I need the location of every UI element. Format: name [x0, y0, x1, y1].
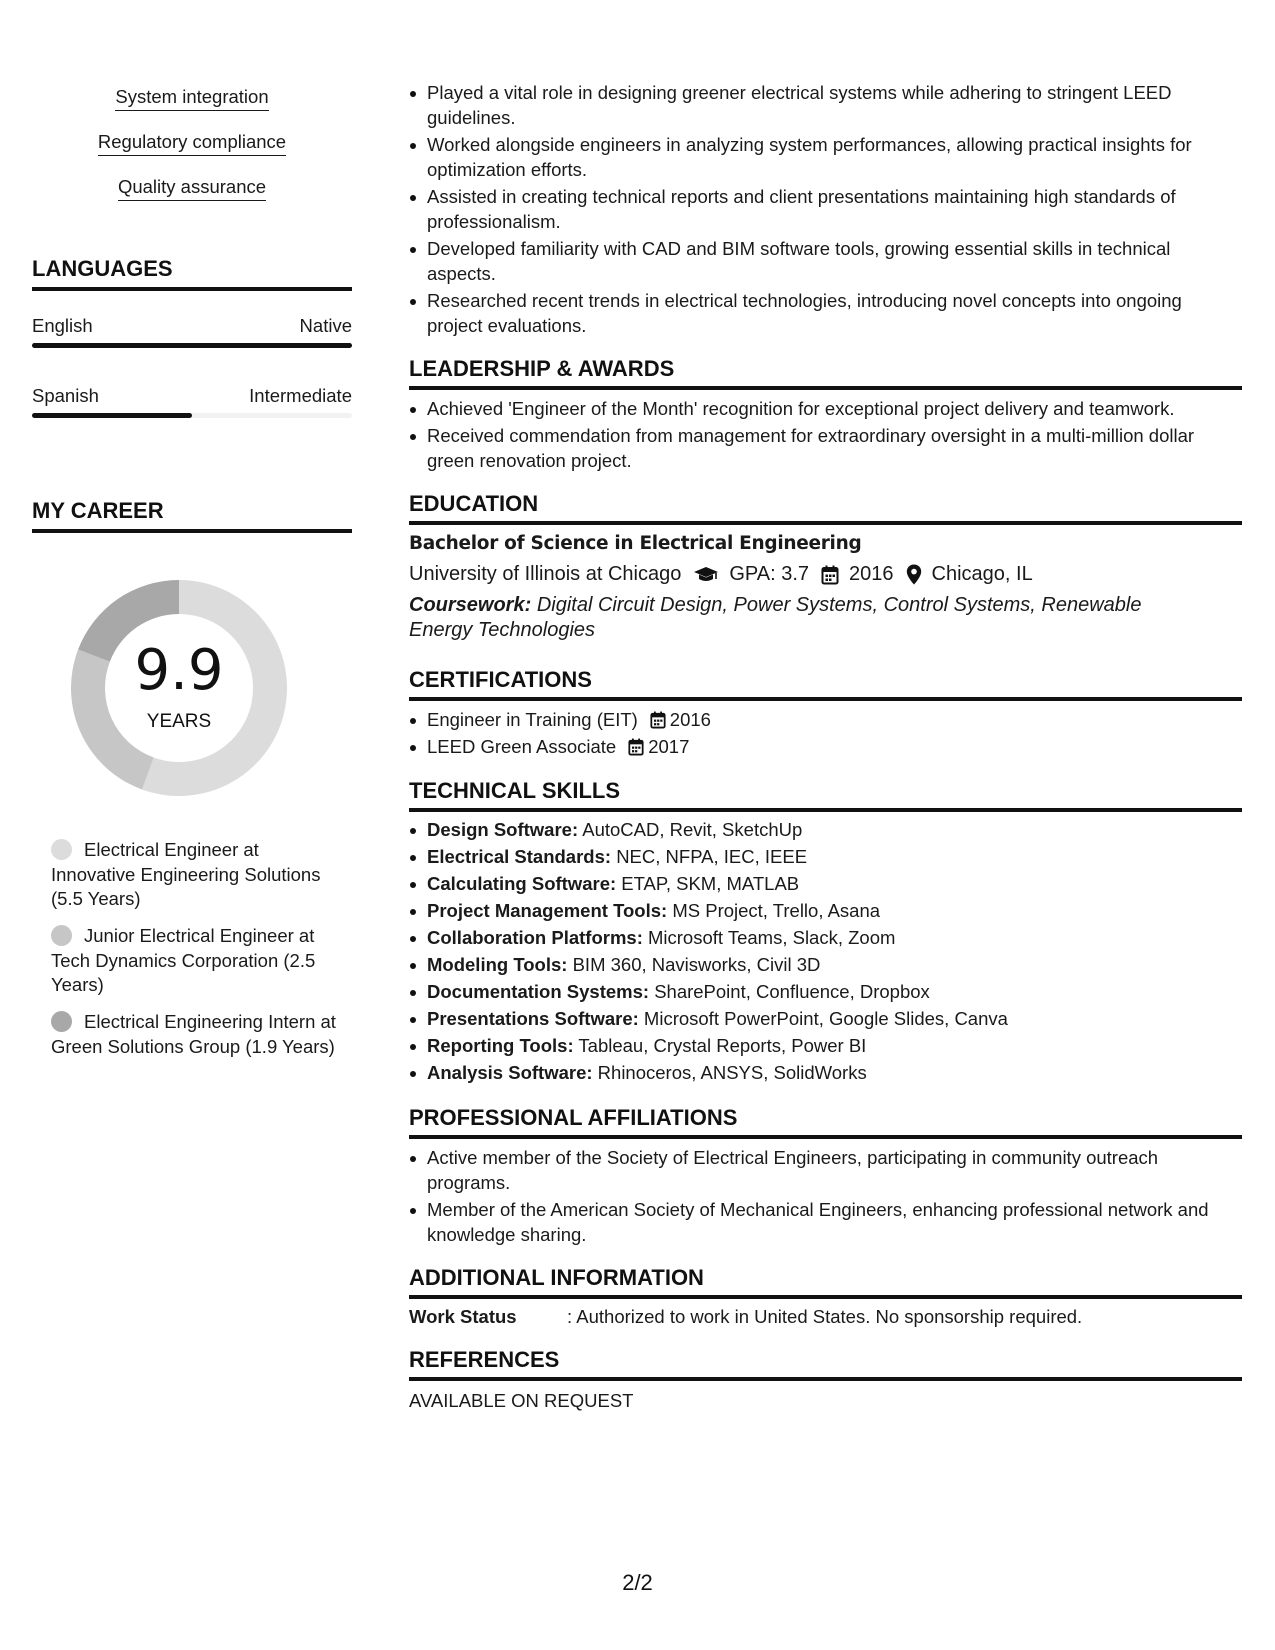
experience-bullet: Worked alongside engineers in analyzing system performances, allowing practical insights for optimization efforts.: [409, 133, 1242, 182]
affiliation-bullet: Member of the American Society of Mechanical Engineers, enhancing professional network and knowledge sharing.: [409, 1198, 1242, 1247]
education-heading: EDUCATION: [409, 491, 539, 516]
language-level: Intermediate: [249, 385, 352, 406]
certification-year: 2017: [648, 736, 690, 757]
technical-skill-item: Collaboration Platforms: Microsoft Teams, Slack, Zoom: [409, 926, 1242, 951]
education-divider: [409, 521, 1242, 525]
career-divider: [32, 529, 352, 533]
additional-info-heading: ADDITIONAL INFORMATION: [409, 1265, 704, 1290]
career-donut-chart: [66, 575, 292, 801]
language-proficiency-bar: [32, 413, 352, 418]
certifications-heading: CERTIFICATIONS: [409, 667, 592, 692]
calendar-icon: [628, 738, 644, 756]
affiliations-heading: PROFESSIONAL AFFILIATIONS: [409, 1105, 738, 1130]
experience-bullet: Researched recent trends in electrical technologies, introducing novel concepts into ongoing project evaluations.: [409, 289, 1242, 338]
references-heading: REFERENCES: [409, 1347, 560, 1372]
career-total-years: 9.9: [134, 638, 224, 703]
affiliations-divider: [409, 1135, 1242, 1139]
language-proficiency-fill: [32, 343, 352, 348]
career-legend-item: Junior Electrical Engineer at Tech Dynamics Corporation (2.5 Years): [51, 925, 316, 995]
technical-skill-item: Electrical Standards: NEC, NFPA, IEC, IEEE: [409, 845, 1242, 870]
language-proficiency-fill: [32, 413, 192, 418]
career-heading: MY CAREER: [32, 498, 164, 523]
technical-skill-item: Reporting Tools: Tableau, Crystal Reports, Power BI: [409, 1034, 1242, 1059]
languages-heading: LANGUAGES: [32, 256, 173, 281]
award-bullet: Achieved 'Engineer of the Month' recognition for exceptional project delivery and teamwork.: [409, 397, 1242, 422]
technical-skill-item: Project Management Tools: MS Project, Trello, Asana: [409, 899, 1242, 924]
graduation-year: 2016: [849, 563, 894, 585]
career-years-unit: YEARS: [146, 711, 212, 732]
skill-tag: System integration: [32, 86, 352, 111]
work-status-label: Work Status: [409, 1306, 517, 1327]
experience-bullet: Played a vital role in designing greener electrical systems while adhering to stringent LEED guidelines.: [409, 81, 1242, 130]
languages-divider: [32, 287, 352, 291]
language-row: [32, 385, 352, 407]
experience-bullet: Assisted in creating technical reports and client presentations maintaining high standards of professionalism.: [409, 185, 1242, 234]
page-number: 2/2: [622, 1570, 653, 1595]
coursework-list: Digital Circuit Design, Power Systems, Control Systems, Renewable Energy Technologies: [409, 594, 1142, 641]
technical-skills-heading: TECHNICAL SKILLS: [409, 778, 621, 803]
award-bullet: Received commendation from management for extraordinary oversight in a multi-million dollar green renovation project.: [409, 424, 1242, 473]
certification-name: LEED Green Associate: [427, 736, 617, 757]
certification-item: [409, 708, 1242, 733]
language-proficiency-bar: [32, 343, 352, 348]
graduation-cap-icon: [693, 566, 719, 584]
affiliation-bullet: Active member of the Society of Electrical Engineers, participating in community outreach programs.: [409, 1146, 1242, 1195]
skill-tag: Quality assurance: [32, 176, 352, 201]
calendar-icon: [650, 711, 666, 729]
gpa: GPA: 3.7: [729, 563, 810, 585]
education-details: [409, 563, 1033, 586]
legend-dot: [51, 839, 72, 860]
language-name: English: [32, 315, 93, 336]
degree-title: Bachelor of Science in Electrical Engineering: [409, 533, 862, 554]
technical-skills-divider: [409, 808, 1242, 812]
calendar-icon: [821, 565, 839, 585]
location-pin-icon: [906, 564, 922, 585]
certification-year: 2016: [669, 709, 711, 730]
language-level: Native: [299, 315, 352, 336]
technical-skill-item: Documentation Systems: SharePoint, Confluence, Dropbox: [409, 980, 1242, 1005]
coursework-label: Coursework:: [409, 594, 532, 616]
legend-dot: [51, 1011, 72, 1032]
additional-info-divider: [409, 1295, 1242, 1299]
technical-skill-item: Design Software: AutoCAD, Revit, SketchUp: [409, 818, 1242, 843]
skill-tag: Regulatory compliance: [32, 131, 352, 156]
technical-skill-item: Analysis Software: Rhinoceros, ANSYS, SolidWorks: [409, 1061, 1242, 1086]
certifications-divider: [409, 697, 1242, 701]
school-name: University of Illinois at Chicago: [409, 563, 682, 585]
work-status-value: : Authorized to work in United States. No sponsorship required.: [567, 1306, 1083, 1327]
language-row: [32, 315, 352, 337]
career-legend-item: Electrical Engineer at Innovative Engineering Solutions (5.5 Years): [51, 839, 321, 909]
technical-skill-item: Calculating Software: ETAP, SKM, MATLAB: [409, 872, 1242, 897]
references-divider: [409, 1377, 1242, 1381]
technical-skill-item: Modeling Tools: BIM 360, Navisworks, Civil 3D: [409, 953, 1242, 978]
coursework: [409, 593, 1209, 642]
technical-skill-item: Presentations Software: Microsoft PowerPoint, Google Slides, Canva: [409, 1007, 1242, 1032]
experience-bullet: Developed familiarity with CAD and BIM software tools, growing essential skills in technical aspects.: [409, 237, 1242, 286]
certification-item: [409, 735, 1242, 760]
career-legend-item: Electrical Engineering Intern at Green Solutions Group (1.9 Years): [51, 1011, 336, 1057]
legend-dot: [51, 925, 72, 946]
certification-name: Engineer in Training (EIT): [427, 709, 638, 730]
leadership-heading: LEADERSHIP & AWARDS: [409, 356, 675, 381]
references-text: AVAILABLE ON REQUEST: [409, 1390, 634, 1411]
language-name: Spanish: [32, 385, 99, 406]
school-location: Chicago, IL: [931, 563, 1033, 585]
leadership-divider: [409, 386, 1242, 390]
